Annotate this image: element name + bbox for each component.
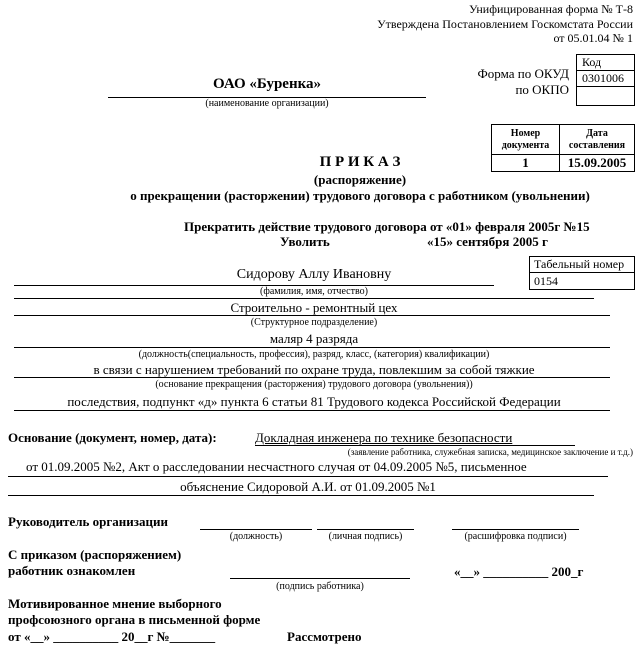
tab-number-value: 0154 (530, 273, 635, 290)
organization-name: ОАО «Буренка» (212, 76, 322, 92)
okud-label: Форма по ОКУД (477, 66, 569, 81)
basis-explanation: объяснение Сидоровой А.И. от 01.09.2005 №1 (180, 479, 436, 494)
approval-date-line: от 05.01.04 № 1 (553, 31, 633, 45)
head-signature-caption: (личная подпись) (328, 531, 403, 542)
dismissal-reason-caption: (основание прекращения (расторжения) трудового договора (увольнения)) (155, 379, 473, 390)
worker-signature-caption: (подпись работника) (276, 581, 364, 592)
basis-document: Докладная инженера по технике безопасности (255, 430, 513, 445)
position-caption: (должность(специальность, профессия), разряд, класс, (категория) квалификации) (138, 349, 490, 360)
reason-underline-2 (14, 410, 610, 411)
tab-number-header: Табельный номер (530, 257, 635, 273)
union-opinion-date: от «__» __________ 20__г №_______ (8, 629, 216, 644)
department-underline (14, 315, 610, 316)
order-subject: о прекращении (расторжении) трудового договора с работником (увольнении) (130, 188, 590, 203)
codes-table (576, 54, 635, 106)
dismiss-date: «15» сентября 2005 г (427, 234, 548, 249)
okud-code: 0301006 (577, 71, 635, 87)
acknowledgement-line1: С приказом (распоряжением) (8, 547, 182, 562)
acknowledgement-line2: работник ознакомлен (8, 563, 136, 578)
terminate-contract-line: Прекратить действие трудового договора от «01» февраля 2005г №15 (184, 219, 590, 234)
union-status: Рассмотрено (287, 629, 362, 644)
position-underline (14, 347, 610, 348)
order-title: П Р И К А З (319, 154, 401, 170)
employee-name: Сидорову Аллу Ивановну (236, 267, 392, 282)
basis-details: от 01.09.2005 №2, Акт о расследовании несчастного случая от 04.09.2005 №5, письменное (26, 459, 527, 474)
reason-underline (14, 377, 610, 378)
dismiss-label: Уволить (280, 234, 330, 249)
form-number-line: Унифицированная форма № Т-8 (468, 2, 633, 16)
basis-caption: (заявление работника, служебная записка, медицинское заключение и т.д.) (347, 447, 633, 457)
divider (14, 298, 594, 299)
department: Строительно - ремонтный цех (230, 300, 398, 315)
code-header: Код (577, 55, 635, 71)
okpo-code (577, 87, 635, 106)
basis-label: Основание (документ, номер, дата): (8, 430, 217, 445)
union-opinion-line1: Мотивированное мнение выборного (8, 596, 222, 611)
head-decode-line (452, 529, 579, 530)
approval-line: Утверждена Постановлением Госкомстата России (377, 17, 633, 31)
organization-caption: (наименование организации) (205, 98, 329, 109)
dismissal-reason-line1: в связи с нарушением требований по охране труда, повлекшим за собой тяжкие (93, 362, 535, 377)
document-date: 15.09.2005 (560, 155, 635, 172)
document-number-header: Номер документа (492, 125, 560, 155)
document-number: 1 (492, 155, 560, 172)
head-position-line (200, 529, 312, 530)
worker-signature-line (230, 578, 410, 579)
document-date-header: Дата составления (560, 125, 635, 155)
dismissal-reason-line2: последствия, подпункт «д» пункта 6 статьи 81 Трудового кодекса Российской Федерации (67, 394, 561, 409)
head-of-organization-label: Руководитель организации (8, 514, 168, 529)
basis-explanation-underline (8, 495, 594, 496)
position: маляр 4 разряда (269, 331, 359, 346)
order-subtitle: (распоряжение) (313, 172, 407, 187)
okpo-label: по ОКПО (515, 82, 569, 97)
head-decode-caption: (расшифровка подписи) (464, 531, 567, 542)
employee-name-caption: (фамилия, имя, отчество) (260, 286, 368, 297)
union-opinion-line2: профсоюзного органа в письменной форме (8, 612, 261, 627)
basis-details-underline (8, 476, 608, 477)
head-position-caption: (должность) (229, 531, 283, 542)
basis-underline (255, 445, 575, 446)
acknowledgement-date: «__» __________ 200_г (454, 564, 584, 579)
head-signature-line (317, 529, 414, 530)
department-caption: (Структурное подразделение) (250, 317, 378, 328)
